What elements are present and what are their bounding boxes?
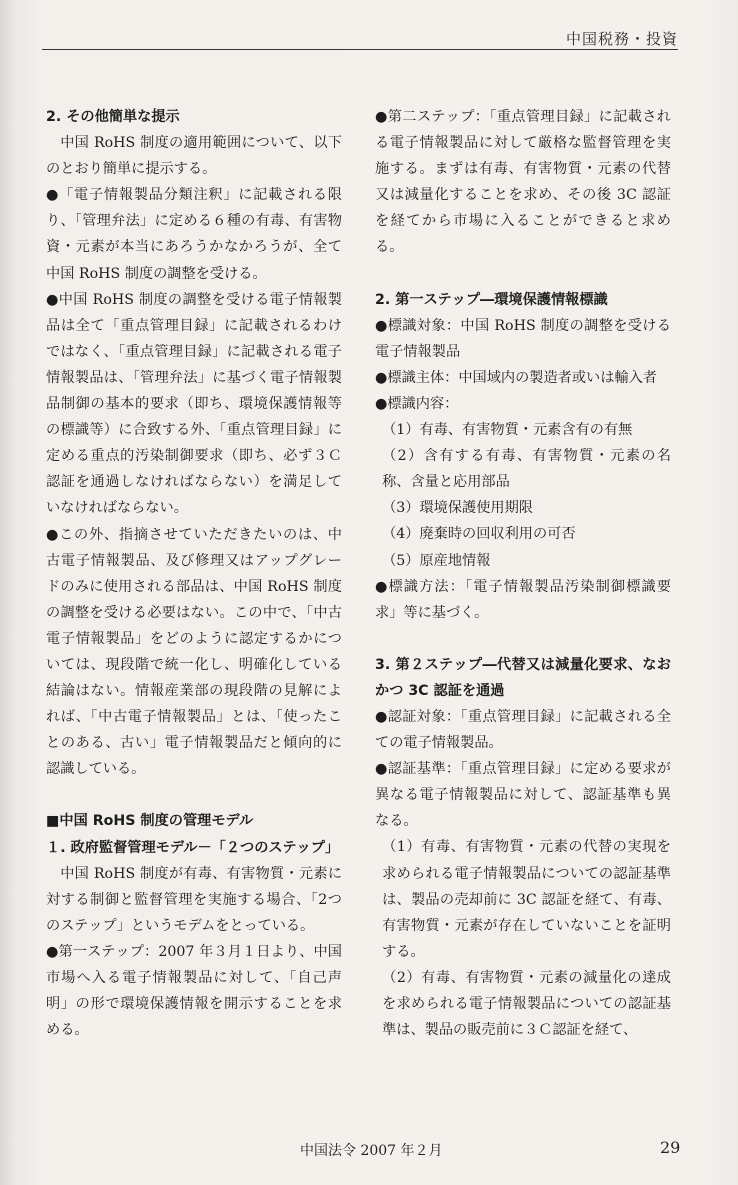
bullet-paragraph: ●標識対象：中国 RoHS 制度の調整を受ける電子情報製品 [375,317,671,360]
list-item: （2）有毒、有害物質・元素の減量化の達成を求められる電子情報製品についての認証基準は、製品の販売前に３Ｃ認証を経て、 [382,969,671,1039]
page-number: 29 [660,1138,681,1157]
section-heading: １. 政府監督管理モデル－「２つのステップ」 [46,839,340,856]
bullet-paragraph: ●認証基準：「重点管理目録」に定める要求が異なる電子情報製品に対して、認証基準も異なる。 [375,761,671,830]
bullet-paragraph: ●この外、指摘させていただきたいのは、中古電子情報製品、及び修理又はアップグレードのみに使用される部品は、中国 RoHS 制度の調整を受ける必要はない。この中で、「中古電子情報製品」をどのように認定するかについては、現段階で統一化し、明確化している結論はない。情報産業部の現段階の見解によれば、「中古電子情報製品」とは、「使ったことのある、古い」電子情報製品だと傾向的に認識している。 [46,526,342,778]
bullet-paragraph: ●認証対象：「重点管理目録」に記載される全ての電子情報製品。 [375,708,671,752]
bullet-paragraph: ●標識内容： [375,395,459,412]
list-item: （4）廃棄時の回収利用の可否 [382,526,576,543]
section-heading: 2. その他簡単な提示 [46,109,180,125]
list-item: （1）有毒、有害物質・元素の代替の実現を求められる電子情報製品についての認証基準は、製品の売却前に 3C 認証を経て、有毒、有害物質・元素が存在していないことを証明する。 [382,839,671,960]
bullet-paragraph: ●第二ステップ：「重点管理目録」に記載される電子情報製品に対して厳格な監督管理を実施する。まずは有毒、有害物質・元素の代替又は減量化することを求め、その後 3C 認証を経てから市場に入ることができると求める。 [375,109,671,256]
list-item: （5）原産地情報 [382,552,491,569]
bullet-paragraph: ●標識方法：「電子情報製品汚染制御標識要求」等に基づく。 [375,578,671,621]
bullet-paragraph: ●「電子情報製品分類注釈」に記載される限り、「管理弁法」に定める６種の有毒、有害物資・元素が本当にあろうかなかろうが、全て中国 RoHS 制度の調整を受ける。 [46,187,342,282]
paragraph: 中国 RoHS 制度の適用範囲について、以下のとおり簡単に提示する。 [46,135,342,178]
bullet-paragraph: ●中国 RoHS 制度の調整を受ける電子情報製品は全て「重点管理目録」に記載されるわけではなく、「重点管理目録」に記載される電子情報製品は、「管理弁法」に基づく電子情報製品制御の基本的要求（即ち、環境保護情報等の標識等）に合致する外、「重点管理目録」に定める重点的汚染制御要求（即ち、必ず３Ｃ認証を通過しなければならない）を満足していなければならない。 [46,291,342,517]
right-column [375,104,671,1043]
section-gap [375,626,671,652]
list-item: （3）環境保護使用期限 [382,500,533,517]
bullet-paragraph: ●標識主体：中国域内の製造者或いは輸入者 [375,369,657,386]
header-rule [42,49,678,50]
section-gap [375,261,671,287]
running-header: 中国税務・投資 [565,30,678,48]
section-gap [46,782,342,808]
section-heading: 3. 第２ステップ―代替又は減量化要求、なおかつ 3C 認証を通過 [375,656,671,699]
footer-source: 中国法令 2007 年２月 [300,1143,443,1159]
list-item: （1）有毒、有害物質・元素含有の有無 [382,422,633,439]
left-column [46,104,342,1043]
section-heading: ■中国 RoHS 制度の管理モデル [46,813,254,830]
paragraph: 中国 RoHS 制度が有毒、有害物質・元素に対する制御と監督管理を実施する場合、「2つのステップ」というモデムをとっている。 [46,865,342,934]
list-item: （2）含有する有毒、有害物質・元素の名称、含量と応用部品 [382,448,671,491]
bullet-paragraph: ●第一ステップ：2007 年３月１日より、中国市場へ入る電子情報製品に対して、「自己声明」の形で環境保護情報を開示することを求める。 [46,943,342,1039]
section-heading: 2. 第一ステップ―環境保護情報標識 [375,291,608,308]
